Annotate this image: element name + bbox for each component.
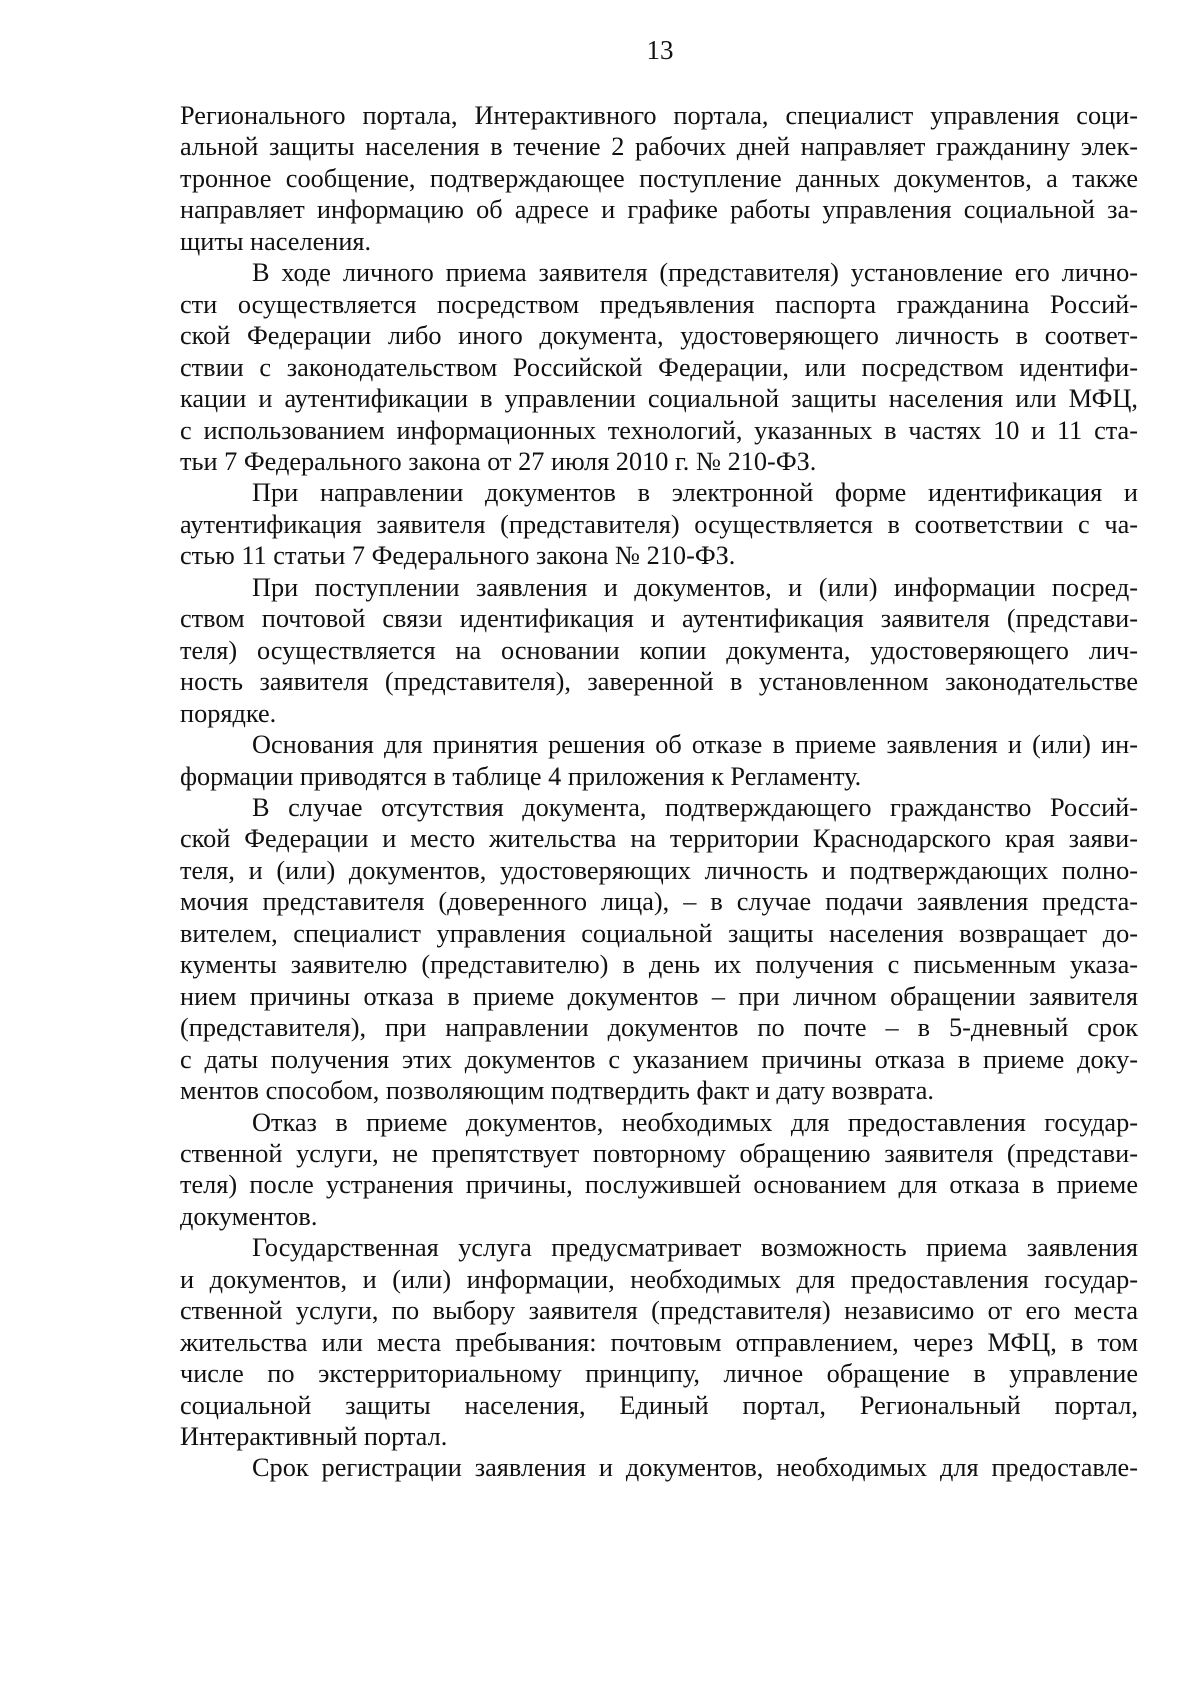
paragraph xyxy=(180,1452,1138,1483)
text-line: В случае отсутствия документа, подтверждающего гражданство Россий- xyxy=(252,792,1138,822)
text-line: Регионального портала, Интерактивного портала, специалист управления соци- xyxy=(180,101,1138,130)
text-line: ской Федерации либо иного документа, удостоверяющего личность в соответ- xyxy=(180,321,1138,351)
text-line: Основания для принятия решения об отказе в приеме заявления и (или) ин- xyxy=(252,730,1138,760)
text-line: тьи 7 Федерального закона от 27 июля 2010 г. № 210-ФЗ. xyxy=(180,446,817,476)
text-line: При направлении документов в электронной форме идентификация и xyxy=(252,478,1138,508)
text-line: направляет информацию об адресе и графике работы управления социальной за- xyxy=(180,195,1138,225)
text-line: ской Федерации и место жительства на территории Краснодарского края заяви- xyxy=(180,824,1138,854)
text-line: аутентификация заявителя (представителя) осуществляется в соответствии с ча- xyxy=(180,509,1138,539)
text-line: формации приводятся в таблице 4 приложения к Регламенту. xyxy=(180,761,862,791)
text-line: ность заявителя (представителя), заверенной в установленном законодательстве xyxy=(180,667,1138,697)
paragraph xyxy=(180,100,1138,257)
text-line: документов. xyxy=(180,1201,318,1231)
text-line: социальной защиты населения, Единый портал, Региональный портал, xyxy=(180,1390,1138,1420)
text-line: ментов способом, позволяющим подтвердить факт и дату возврата. xyxy=(180,1076,934,1106)
paragraph xyxy=(180,477,1138,571)
text-line: сти осуществляется посредством предъявления паспорта гражданина Россий- xyxy=(180,289,1138,319)
paragraph xyxy=(180,257,1138,477)
text-line: щиты населения. xyxy=(180,226,372,256)
paragraph xyxy=(180,1232,1138,1452)
text-line: кации и аутентификации в управлении социальной защиты населения или МФЦ, xyxy=(180,384,1138,414)
page-number: 13 xyxy=(646,35,674,65)
text-line: с использованием информационных технологий, указанных в частях 10 и 11 ста- xyxy=(180,415,1138,445)
text-line: с даты получения этих документов с указанием причины отказа в приеме доку- xyxy=(180,1044,1138,1074)
paragraph xyxy=(180,1107,1138,1233)
text-line: тронное сообщение, подтверждающее поступление данных документов, а также xyxy=(180,163,1138,193)
text-line: жительства или места пребывания: почтовым отправлением, через МФЦ, в том xyxy=(180,1327,1138,1357)
text-line: В ходе личного приема заявителя (представителя) установление его лично- xyxy=(252,258,1138,288)
text-line: Государственная услуга предусматривает возможность приема заявления xyxy=(252,1233,1138,1263)
paragraph xyxy=(180,792,1138,1107)
text-line: ством почтовой связи идентификация и аутентификация заявителя (представи- xyxy=(180,604,1138,634)
text-line: теля) после устранения причины, послужившей основанием для отказа в приеме xyxy=(180,1170,1138,1200)
text-line: ственной услуги, не препятствует повторному обращению заявителя (представи- xyxy=(180,1138,1138,1168)
text-line: Срок регистрации заявления и документов, необходимых для предоставле- xyxy=(252,1453,1138,1483)
text-line: мочия представителя (доверенного лица), – в случае подачи заявления предста- xyxy=(180,887,1138,917)
text-line: Интерактивный портал. xyxy=(180,1422,448,1452)
text-line: стью 11 статьи 7 Федерального закона № 210-ФЗ. xyxy=(180,541,736,571)
text-line: теля, и (или) документов, удостоверяющих личность и подтверждающих полно- xyxy=(180,855,1138,885)
text-line: ствии с законодательством Российской Федерации, или посредством идентифи- xyxy=(180,352,1138,382)
text-line: теля) осуществляется на основании копии документа, удостоверяющего лич- xyxy=(180,635,1138,665)
text-line: альной защиты населения в течение 2 рабочих дней направляет гражданину элек- xyxy=(180,132,1138,162)
text-line: (представителя), при направлении документов по почте – в 5-дневный срок xyxy=(180,1013,1138,1043)
text-line: вителем, специалист управления социальной защиты населения возвращает до- xyxy=(180,918,1138,948)
paragraph xyxy=(180,572,1138,729)
text-line: и документов, и (или) информации, необходимых для предоставления государ- xyxy=(180,1264,1138,1294)
text-line: кументы заявителю (представителю) в день их получения с письменным указа- xyxy=(180,950,1138,980)
text-line: Отказ в приеме документов, необходимых для предоставления государ- xyxy=(252,1107,1138,1137)
text-line: При поступлении заявления и документов, и (или) информации посред- xyxy=(252,572,1138,602)
text-line: порядке. xyxy=(180,698,277,728)
document-body xyxy=(180,100,1138,1484)
paragraph xyxy=(180,729,1138,792)
text-line: ственной услуги, по выбору заявителя (представителя) независимо от его места xyxy=(180,1296,1138,1326)
text-line: нием причины отказа в приеме документов – при личном обращении заявителя xyxy=(180,981,1138,1011)
text-line: числе по экстерриториальному принципу, личное обращение в управление xyxy=(180,1359,1138,1389)
